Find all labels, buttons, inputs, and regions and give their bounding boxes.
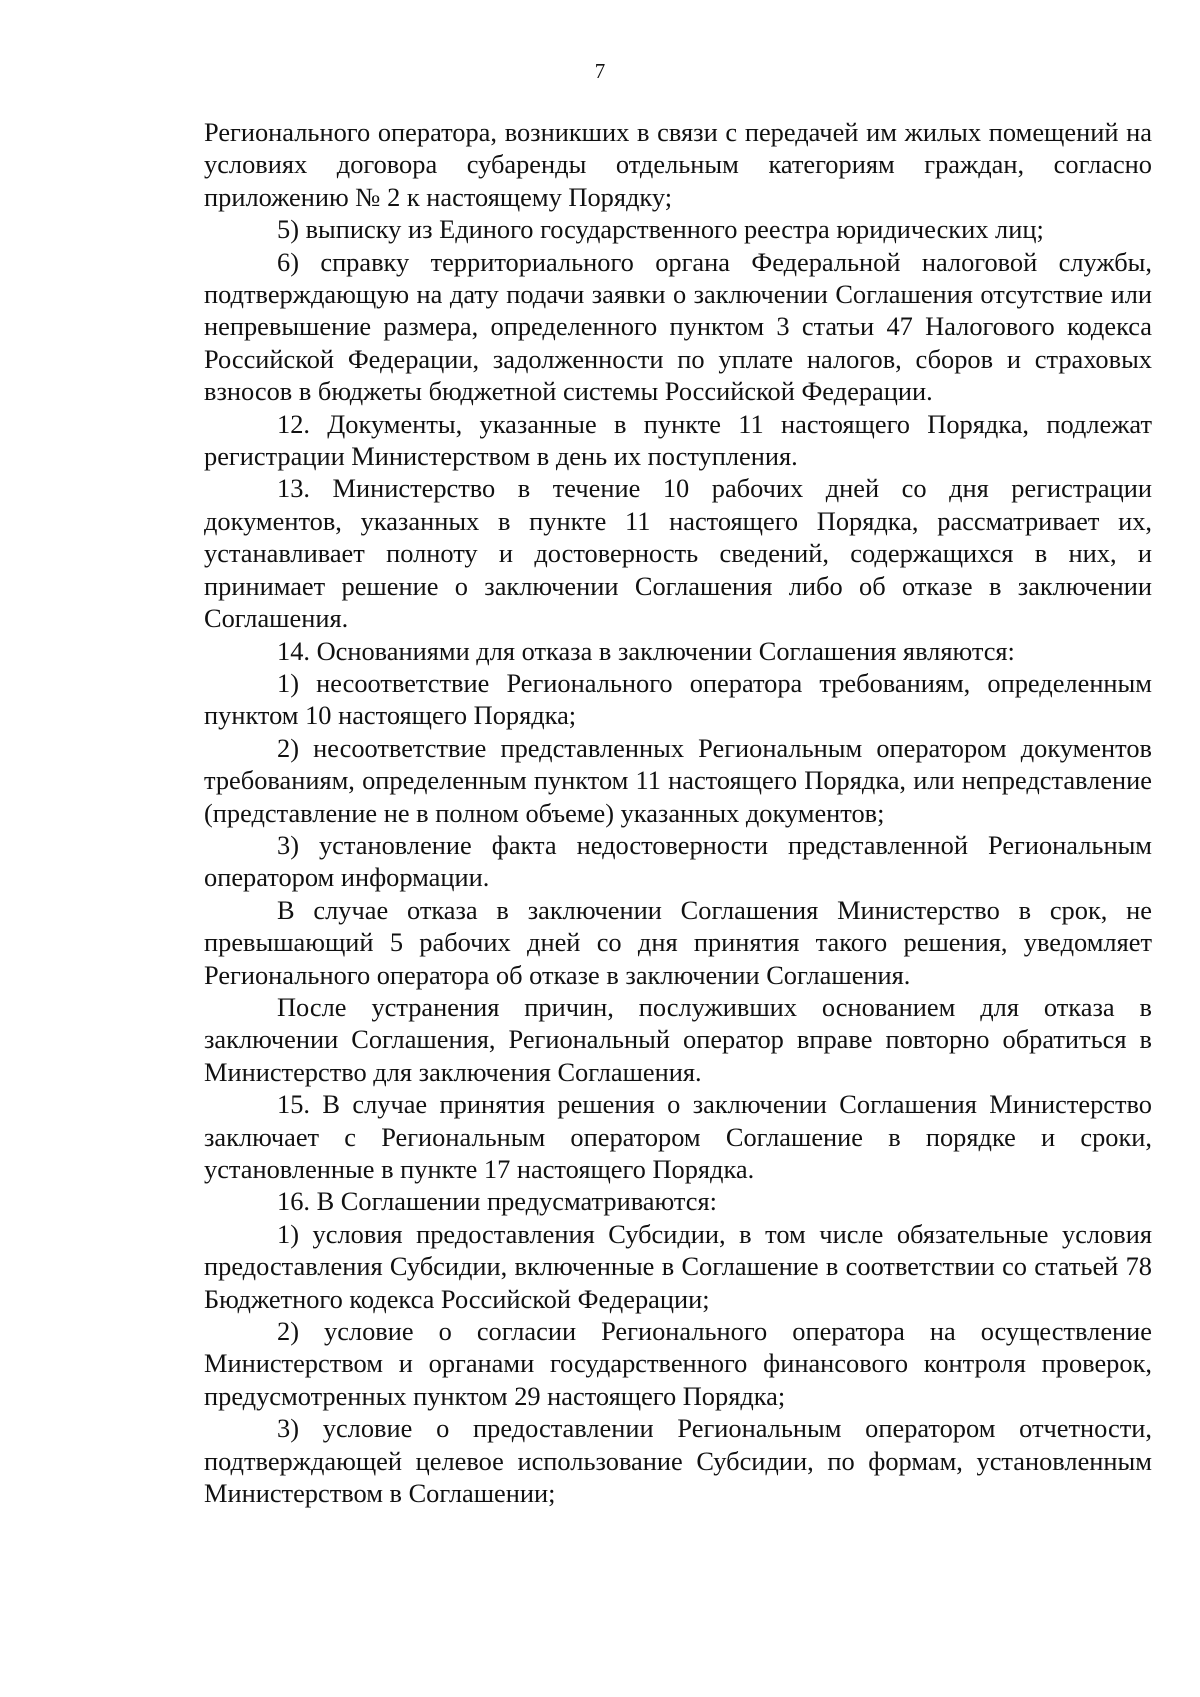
paragraph-item-6: 6) справку территориального органа Федеральной налоговой службы, подтверждающую на дату подачи заявки о заключении Соглашения отсутствие или непревышение размера, определенного пунктом 3 статьи 47 Налогового кодекса Российской Федерации, задолженности по уплате налогов, сборов и страховых взносов в бюджеты бюджетной системы Российской Федерации. (204, 246, 1152, 407)
paragraph-section-16: 16. В Соглашении предусматриваются: (277, 1186, 717, 1217)
document-body (204, 116, 1152, 1509)
page-number: 7 (594, 59, 606, 83)
paragraph-14-item-3: 3) установление факта недостоверности представленной Региональным оператором информации. (204, 829, 1152, 893)
paragraph-item-5: 5) выписку из Единого государственного реестра юридических лиц; (277, 214, 1044, 245)
paragraph-section-15: 15. В случае принятия решения о заключении Соглашения Министерство заключает с Региональным оператором Соглашение в порядке и сроки, установленные в пункте 17 настоящего Порядка. (204, 1089, 1152, 1184)
paragraph-continuation: Регионального оператора, возникших в связи с передачей им жилых помещений на условиях договора субаренды отдельным категориям граждан, согласно приложению № 2 к настоящему Порядку; (204, 117, 1152, 212)
paragraph-section-12: 12. Документы, указанные в пункте 11 настоящего Порядка, подлежат регистрации Министерством в день их поступления. (204, 408, 1152, 472)
paragraph-section-13: 13. Министерство в течение 10 рабочих дней со дня регистрации документов, указанных в пункте 11 настоящего Порядка, рассматривает их, устанавливает полноту и достоверность сведений, содержащихся в них, и принимает решение о заключении Соглашения либо об отказе в заключении Соглашения. (204, 473, 1152, 634)
paragraph-16-item-3: 3) условие о предоставлении Региональным оператором отчетности, подтверждающей целевое использование Субсидии, по формам, установленным Министерством в Соглашении; (204, 1413, 1152, 1509)
paragraph-section-14: 14. Основаниями для отказа в заключении Соглашения являются: (277, 635, 1015, 666)
paragraph-16-item-1: 1) условия предоставления Субсидии, в том числе обязательные условия предоставления Субсидии, включенные в Соглашение в соответствии со статьей 78 Бюджетного кодекса Российской Федерации; (204, 1218, 1152, 1314)
paragraph-14-item-1: 1) несоответствие Регионального оператора требованиям, определенным пунктом 10 настоящего Порядка; (204, 667, 1152, 731)
paragraph-16-item-2: 2) условие о согласии Регионального оператора на осуществление Министерством и органами государственного финансового контроля проверок, предусмотренных пунктом 29 настоящего Порядка; (204, 1316, 1152, 1411)
paragraph-reapplication: После устранения причин, послуживших основанием для отказа в заключении Соглашения, Региональный оператор вправе повторно обратиться в Министерство для заключения Соглашения. (204, 991, 1152, 1087)
paragraph-refusal-notice: В случае отказа в заключении Соглашения Министерство в срок, не превышающий 5 рабочих дней со дня принятия такого решения, уведомляет Регионального оператора об отказе в заключении Соглашения. (204, 894, 1152, 990)
paragraph-14-item-2: 2) несоответствие представленных Региональным оператором документов требованиям, определенным пунктом 11 настоящего Порядка, или непредставление (представление не в полном объеме) указанных документов; (204, 732, 1152, 828)
